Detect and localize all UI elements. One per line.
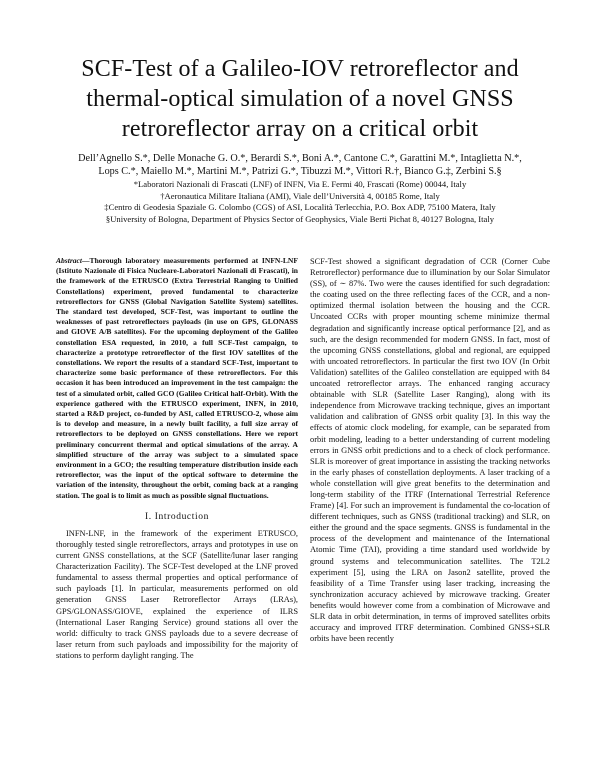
abstract (56, 256, 298, 501)
affiliation-ami: †Aeronautica Militare Italiana (AMI), Viale dell’Università 4, 00185 Rome, Italy (160, 190, 440, 201)
affiliation-cgs-asi: ‡Centro di Geodesia Spaziale G. Colombo (CGS) of ASI, Località Terlecchia, P.O. Box ADP, 75100 Matera, Italy (104, 202, 496, 212)
affiliations (44, 179, 556, 225)
author-list (44, 152, 556, 178)
affiliation-bologna: §University of Bologna, Department of Physics Sector of Geophysics, Viale Berti Pichat 8, 40127 Bologna, Italy (105, 213, 495, 224)
section-heading-introduction: I. Introduction (145, 511, 209, 522)
authors-line-2: Lops C.*, Maiello M.*, Martini M.*, Patrizi G.*, Tibuzzi M.*, Vittori R.†, Bianco G.‡, Zerbini S.§ (98, 166, 502, 177)
right-column (310, 256, 550, 644)
paper-title: SCF-Test of a Galileo-IOV retroreflector and thermal-optical simulation of a novel GNSS retroreflector array on a critical orbit (81, 56, 519, 142)
affiliation-infn-lnf: *Laboratori Nazionali di Frascati (LNF) of INFN, Via E. Fermi 40, Frascati (Rome) 00044, Italy (133, 179, 467, 189)
abstract-text: —Thorough laboratory measurements performed at INFN-LNF (Istituto Nazionale di Fisica Nucleare-Laboratori Nazionali di Frascati), in the framework of the ETRUSCO (Extra Terrestrial Ranging to Unified Constellations) experiment, proved fundamental to characterize retroreflectors for GNSS (Global Navigation Satellite System) satellites. The standard test developed, SCF-Test, was important to outline the weaknesses of past retroreflectors payloads (in use on GPS, GLONASS and GIOVE A/B satellites). For the upcoming deployment of the Galileo constellation ESA requested, in 2010, a full SCF-Test campaign, to characterize a prototype retroreflector of the first IOV satellites of the constellations. We report the results of a standard SCF-Test, important to characterize some basic performance of these retroreflectors. For this occasion it has been introduced an improvement in the test campaign: the test of a simulated orbit, called GCO (Galileo Critical half-Orbit). With the experience gathered with the ETRUSCO experiment, INFN, in 2010, started a R&D project, co-funded by ASI, called ETRUSCO-2, whose aim is to develop and measure, in a newly built facility, a full size array of retroreflectors to be deployed on GNSS constellations. Here we report preliminary concurrent thermal and optical simulations of the array. A simplified structure of the array was subject to a simulated space environment in a GCO; the resulting temperature distribution inside each retroreflector, was the input of the optical software to determine the variation of the intensity, throughout the orbit, coming back at a ranging station. The goal is to limit as much as possible signal fluctuations. (56, 256, 298, 500)
authors-line-1: Dell’Agnello S.*, Delle Monache G. O.*, Berardi S.*, Boni A.*, Cantone C.*, Garattini M.*, Intaglietta N.*, (78, 153, 522, 164)
intro-paragraph: INFN-LNF, in the framework of the experiment ETRUSCO, thoroughly tested single retroreflectors, arrays and prototypes in use on current GNSS constellations, at the SCF (Satellite/lunar laser ranging Characterization Facility). The SCF-Test developed at the LNF proved fundamental to assess thermal properties and optical performance of such payloads [1]. In particular, measurements performed on old generation GNSS Laser Retroreflector Arrays (LRAs), GPS/GLONASS/GIOVE, explained the experience of ILRS (International Laser Ranging Service) ground stations all over the world: difficulty to track GNSS payloads due to a severe decrease of laser return from such payloads and impossibility for the majority of stations to perform daylight ranging. The (56, 528, 298, 660)
left-column (56, 256, 298, 661)
intro-continuation-paragraph: SCF-Test showed a significant degradation of CCR (Corner Cube Retroreflector) performance due to illumination by our Solar Simulator (SS), of ∼ 87%. Two were the causes identified for such degradation: the coating used on the three reflecting faces of the CCR, and a non-optimized thermal isolation between the housing and the CCR. Uncoated CCRs with proper mounting scheme minimize thermal degradation and significantly increase optical performance [2], and as such, are the design recommended for modern GNSS. In fact, most of the upcoming GNSS constellations, global and regional, are equipped with uncoated retroreflectors. In particular the first two IOV (In Orbit Validation) satellites of the Galileo constellation are equipped with 84 uncoated retroreflector arrays. The enhanced ranging accuracy obtainable with SLR (Satellite Laser Ranging), along with its independence from Microwave tracking technique, gives an important validation and calibration of GNSS orbit quality [3]. In this way the effects of atomic clock modeling, for example, can be separated from orbit modeling, leading to a better understanding of current modeling errors in GNSS orbit predictions and to a check of clock performance. SLR is moreover of great importance in assisting the tracking networks in the early phases of constellation deployments. A laser tracking of a whole constellation will give great benefits to the determination and long-term stability of the ITRF (International Terrestrial Reference Frame) [4]. For such an improvement is fundamental the co-location of different techniques, such as GNSS (traditional tracking) and SLR, on either the ground and the space segments. GNSS is fundamental in the process of the development and maintenance of the International Atomic Time (TAI), providing a time standard used worldwide by ground systems and telecommunication satellites. The T2L2 experiment [5], using the LRA on Jason2 satellite, proved the feasibility of a Time Transfer using laser tracking, increasing the synchronization accuracy achieved by microwave tracking. Greater benefits would however come from a combination of Microwave and SLR data in orbit determination, in terms of improved satellites orbits accuracy and improved ITRF determination. Combined GNSS+SLR orbits have been recently (310, 257, 550, 644)
abstract-lead: Abstract (56, 256, 82, 265)
